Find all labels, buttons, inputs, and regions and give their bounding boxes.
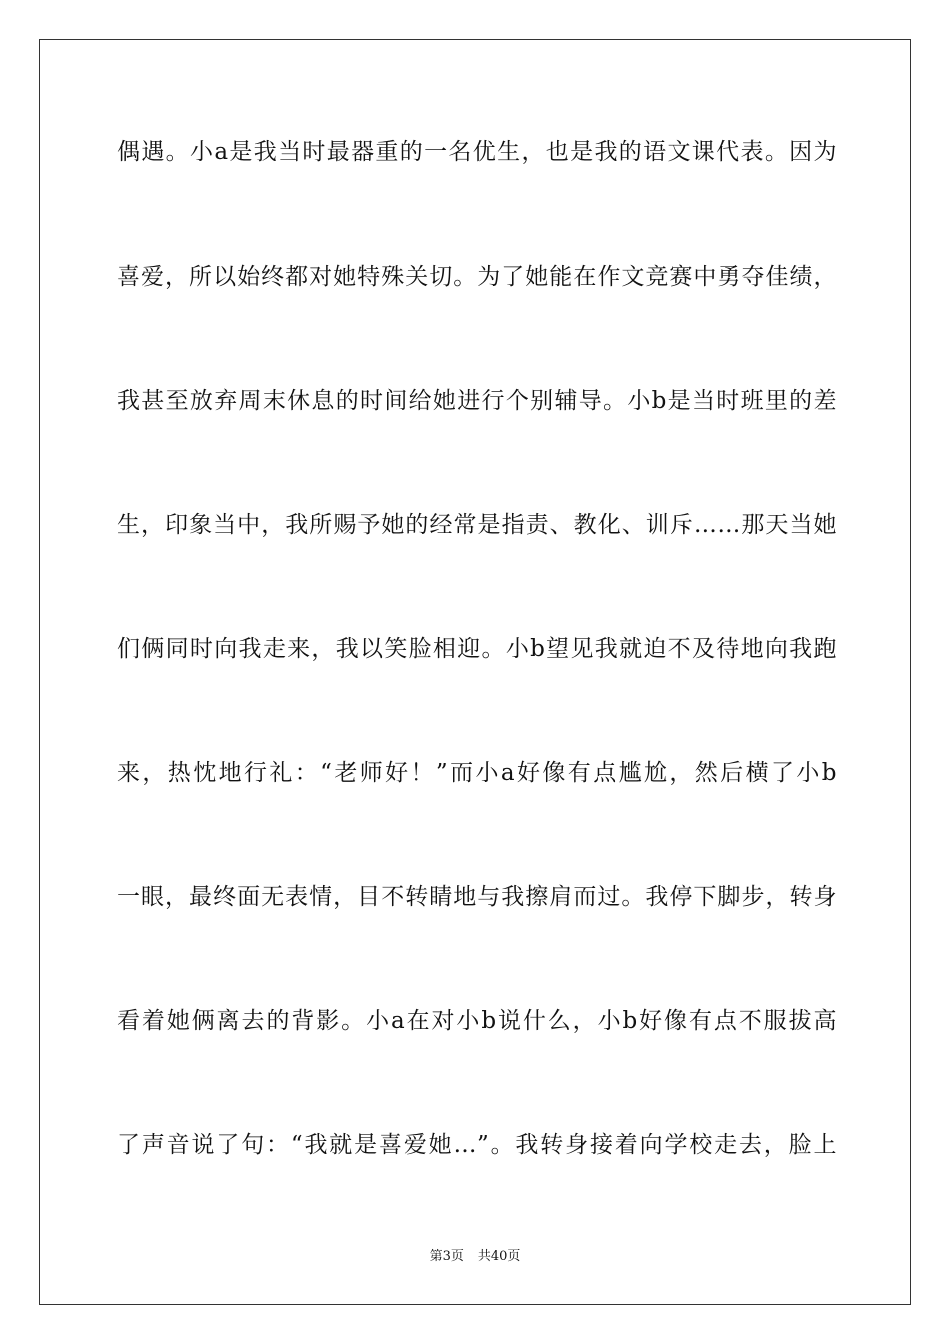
paragraph-line: 看着她俩离去的背影。小a在对小b说什么，小b好像有点不服拔高 bbox=[117, 1008, 837, 1034]
paragraph-line: 了声音说了句：“我就是喜爱她…”。我转身接着向学校走去，脸上 bbox=[117, 1132, 837, 1158]
page-border bbox=[39, 39, 911, 1305]
paragraph-line: 一眼，最终面无表情，目不转睛地与我擦肩而过。我停下脚步，转身 bbox=[117, 884, 837, 910]
total-pages: 共40页 bbox=[477, 1249, 521, 1264]
paragraph-line: 我甚至放弃周末休息的时间给她进行个别辅导。小b是当时班里的差 bbox=[117, 388, 837, 414]
paragraph-line: 们俩同时向我走来，我以笑脸相迎。小b望见我就迫不及待地向我跑 bbox=[117, 636, 837, 662]
paragraph-line: 喜爱，所以始终都对她特殊关切。为了她能在作文竞赛中勇夺佳绩， bbox=[117, 264, 837, 290]
page-number: 第3页 bbox=[429, 1249, 464, 1264]
paragraph-line: 生，印象当中，我所赐予她的经常是指责、教化、训斥……那天当她 bbox=[117, 512, 837, 538]
page-footer bbox=[0, 1248, 950, 1266]
paragraph-line: 偶遇。小a是我当时最器重的一名优生，也是我的语文课代表。因为 bbox=[117, 139, 837, 165]
paragraph-line: 来，热忱地行礼：“老师好！”而小a好像有点尴尬，然后横了小b bbox=[117, 760, 837, 786]
